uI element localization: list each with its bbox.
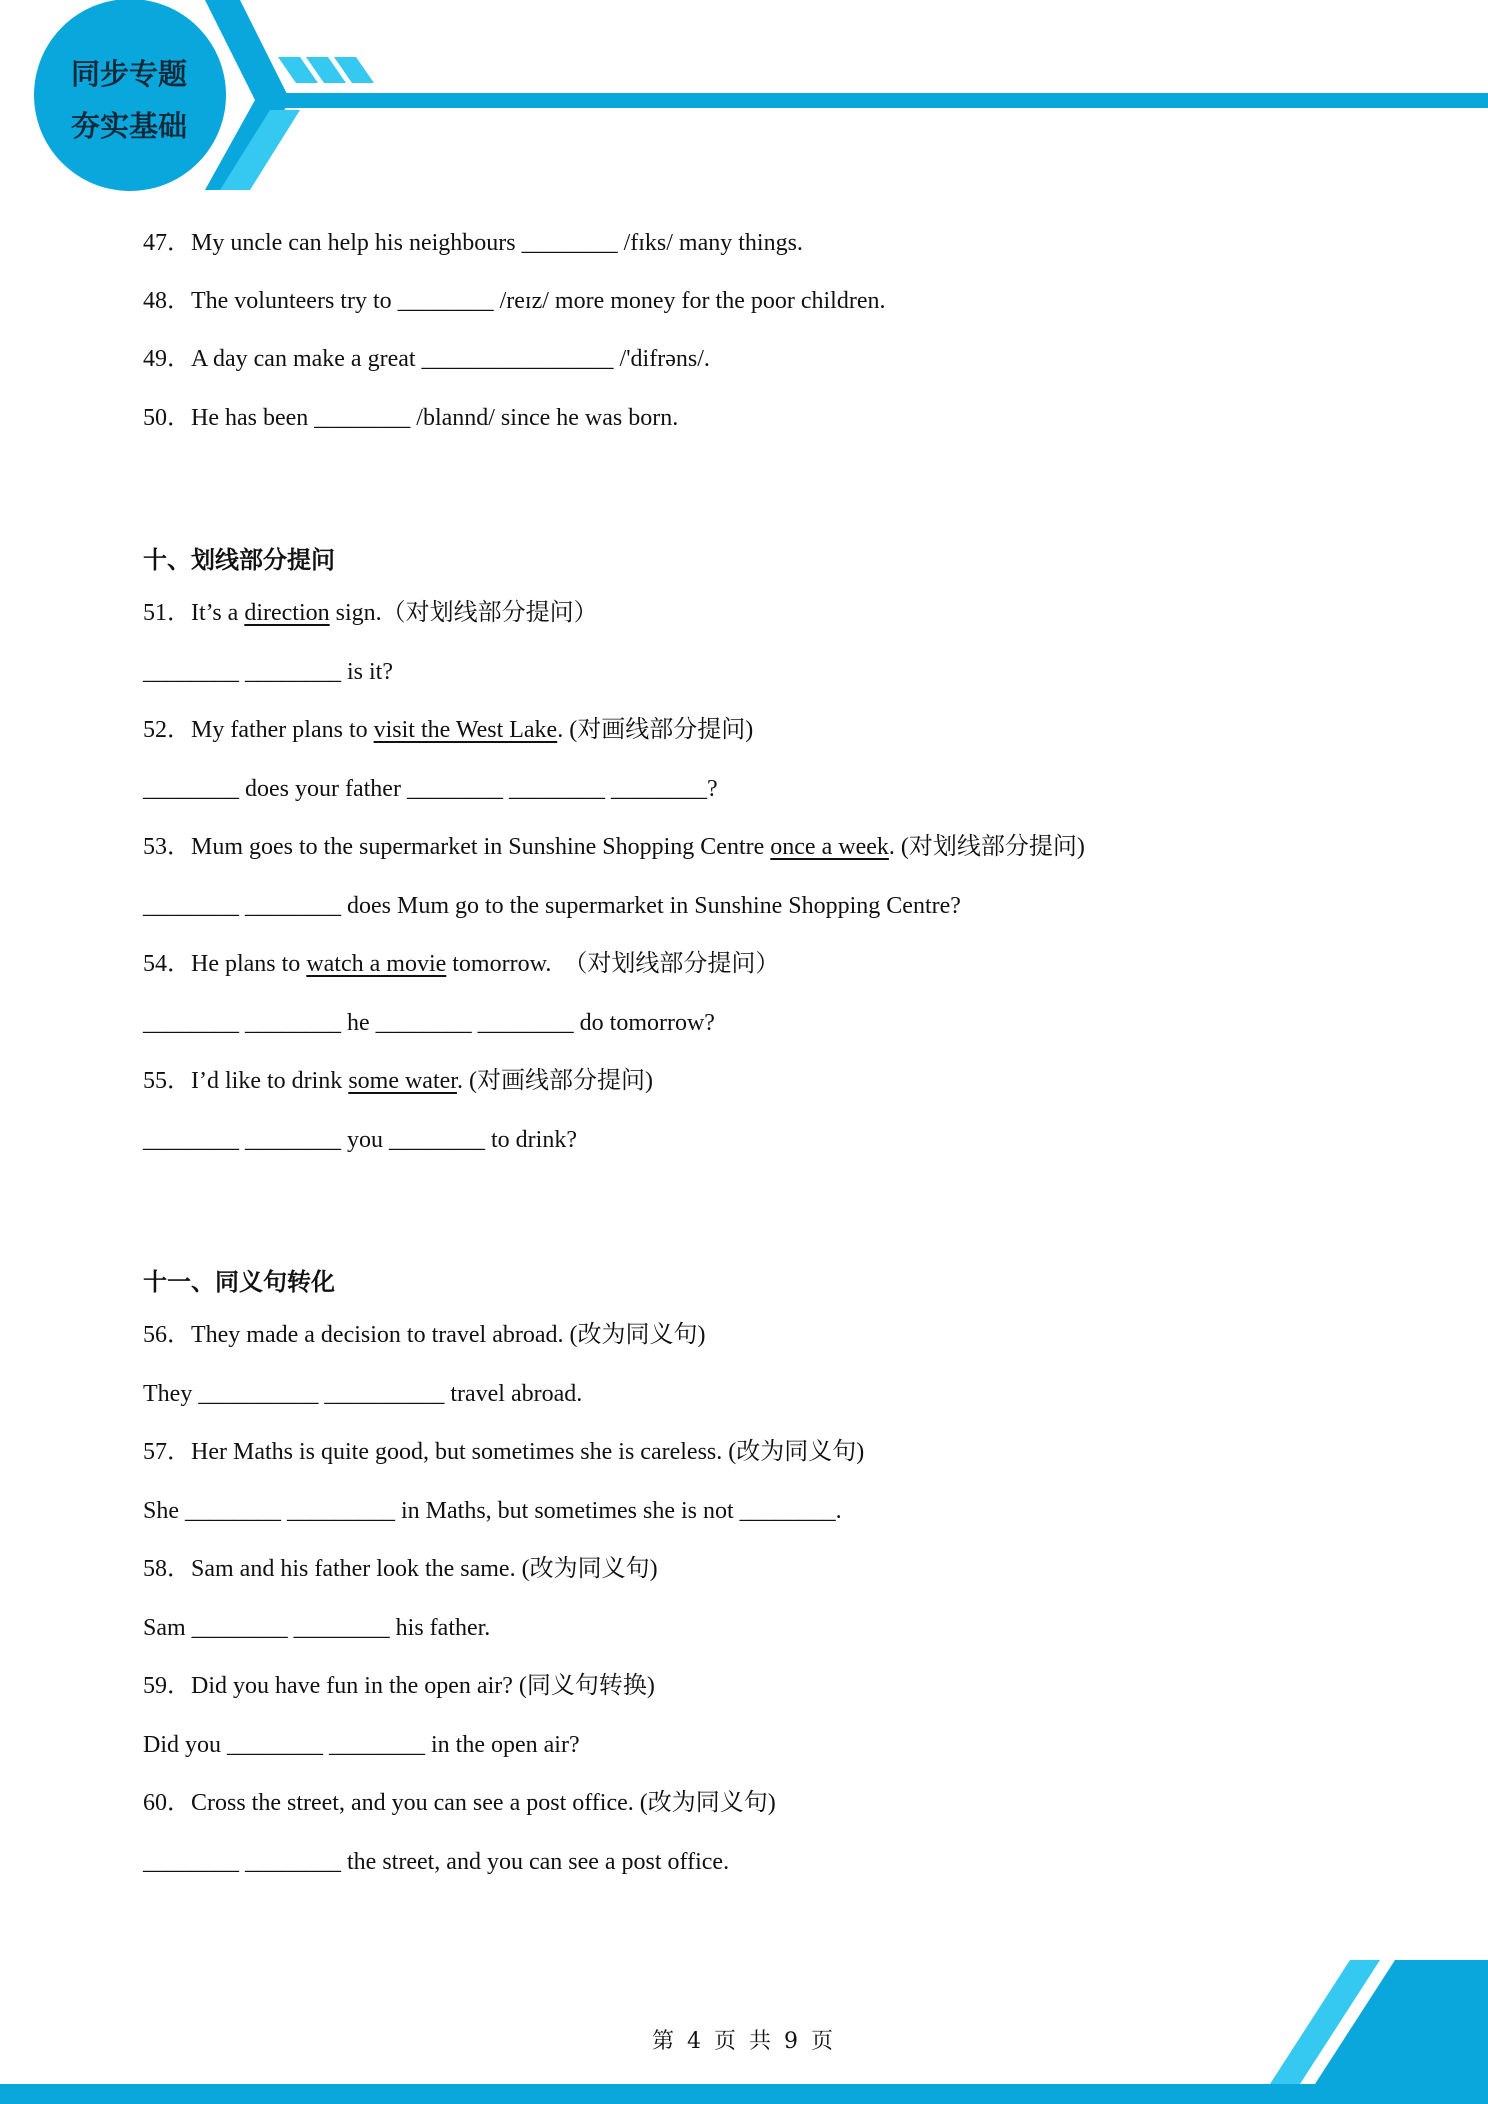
underlined-phrase: direction xyxy=(244,600,330,626)
header-bar xyxy=(265,93,1488,108)
question-52: 52．My father plans to visit the West Lake. (对画线部分提问) xyxy=(143,717,754,743)
question-53: 53．Mum goes to the supermarket in Sunshine Shopping Centre once a week. (对划线部分提问) xyxy=(143,834,1085,860)
question-59: 59．Did you have fun in the open air? (同义句转换) xyxy=(143,1673,655,1699)
question-60: 60．Cross the street, and you can see a post office. (改为同义句) xyxy=(143,1790,776,1816)
underlined-phrase: some water xyxy=(348,1068,457,1094)
question-50: 50．He has been ________ /blannd/ since he was born. xyxy=(143,405,679,431)
answer-51: ________ ________ is it? xyxy=(143,659,393,685)
answer-52: ________ does your father ________ ________ ________? xyxy=(143,776,718,802)
answer-54: ________ ________ he ________ ________ do tomorrow? xyxy=(143,1010,715,1036)
question-58: 58．Sam and his father look the same. (改为同义句) xyxy=(143,1556,658,1582)
answer-57: She ________ _________ in Maths, but sometimes she is not ________. xyxy=(143,1498,842,1524)
question-54: 54．He plans to watch a movie tomorrow. （对划线部分提问） xyxy=(143,951,780,977)
question-51: 51．It’s a direction sign.（对划线部分提问） xyxy=(143,600,598,626)
question-57: 57．Her Maths is quite good, but sometimes she is careless. (改为同义句) xyxy=(143,1439,865,1465)
question-48: 48．The volunteers try to ________ /reɪz/ more money for the poor children. xyxy=(143,288,886,314)
section-11-title: 十一、同义句转化 xyxy=(143,1267,335,1296)
answer-59: Did you ________ ________ in the open air? xyxy=(143,1732,580,1758)
section-10-title: 十、划线部分提问 xyxy=(143,545,335,574)
header-badge-text xyxy=(34,48,224,152)
answer-55: ________ ________ you ________ to drink? xyxy=(143,1127,577,1153)
answer-58: Sam ________ ________ his father. xyxy=(143,1615,491,1641)
underlined-phrase: visit the West Lake xyxy=(373,717,558,743)
underlined-phrase: once a week xyxy=(770,834,889,860)
answer-53: ________ ________ does Mum go to the supermarket in Sunshine Shopping Centre? xyxy=(143,893,961,919)
underlined-phrase: watch a movie xyxy=(306,951,447,977)
question-49: 49．A day can make a great ________________ /'difrəns/. xyxy=(143,346,710,372)
badge-line-1: 同步专题 xyxy=(70,57,187,91)
answer-56: They __________ __________ travel abroad. xyxy=(143,1381,583,1407)
question-47: 47．My uncle can help his neighbours ________ /fɪks/ many things. xyxy=(143,230,803,256)
question-55: 55．I’d like to drink some water. (对画线部分提问) xyxy=(143,1068,653,1094)
page-number: 第 4 页 共 9 页 xyxy=(652,2029,836,2054)
answer-60: ________ ________ the street, and you can see a post office. xyxy=(143,1849,730,1875)
badge-line-2: 夯实基础 xyxy=(70,109,187,143)
question-56: 56．They made a decision to travel abroad. (改为同义句) xyxy=(143,1322,706,1348)
footer-bar xyxy=(0,2084,1488,2104)
